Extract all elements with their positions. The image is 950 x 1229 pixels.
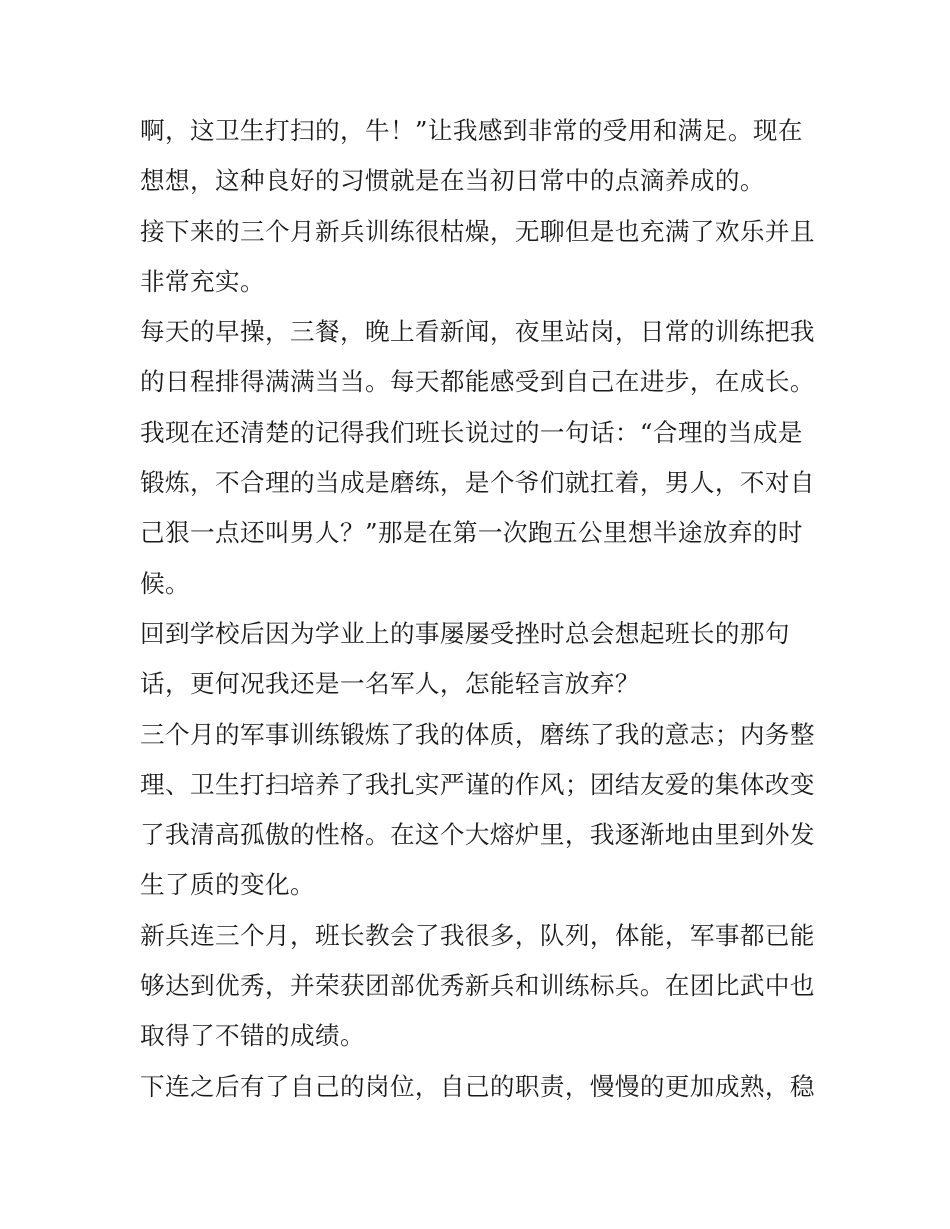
text-line: 新兵连三个月，班长教会了我很多，队列，体能，军事都已能: [140, 920, 815, 950]
text-line: 候。: [140, 568, 190, 598]
text-line: 理、卫生打扫培养了我扎实严谨的作风；团结友爱的集体改变: [140, 769, 815, 799]
text-line: 每天的早操，三餐，晚上看新闻，夜里站岗，日常的训练把我: [140, 317, 815, 347]
text-line: 啊，这卫生打扫的，牛！”让我感到非常的受用和满足。现在: [140, 116, 803, 145]
text-line: 我现在还清楚的记得我们班长说过的一句话：“合理的当成是: [140, 417, 803, 447]
text-line: 够达到优秀，并荣获团部优秀新兵和训练标兵。在团比武中也: [140, 971, 815, 1001]
text-line: 想想，这种良好的习惯就是在当初日常中的点滴养成的。: [140, 166, 765, 196]
text-line: 了我清高孤傲的性格。在这个大熔炉里，我逐渐地由里到外发: [140, 820, 815, 850]
text-line: 回到学校后因为学业上的事屡屡受挫时总会想起班长的那句: [140, 618, 790, 648]
text-line: 接下来的三个月新兵训练很枯燥，无聊但是也充满了欢乐并且: [140, 216, 815, 246]
text-line: 话，更何况我还是一名军人，怎能轻言放弃？: [140, 669, 640, 699]
text-line: 生了质的变化。: [140, 870, 315, 900]
text-line: 取得了不错的成绩。: [140, 1021, 365, 1051]
text-line: 三个月的军事训练锻炼了我的体质，磨练了我的意志；内务整: [140, 719, 815, 749]
text-line: 非常充实。: [140, 266, 265, 296]
text-line: 锻炼，不合理的当成是磨练，是个爷们就扛着，男人，不对自: [140, 468, 815, 498]
body-text: [140, 106, 820, 1112]
text-line: 己狠一点还叫男人？”那是在第一次跑五公里想半途放弃的时: [140, 518, 803, 548]
text-line: 下连之后有了自己的岗位，自己的职责，慢慢的更加成熟，稳: [140, 1071, 815, 1101]
text-line: 的日程排得满满当当。每天都能感受到自己在进步，在成长。: [140, 367, 815, 397]
